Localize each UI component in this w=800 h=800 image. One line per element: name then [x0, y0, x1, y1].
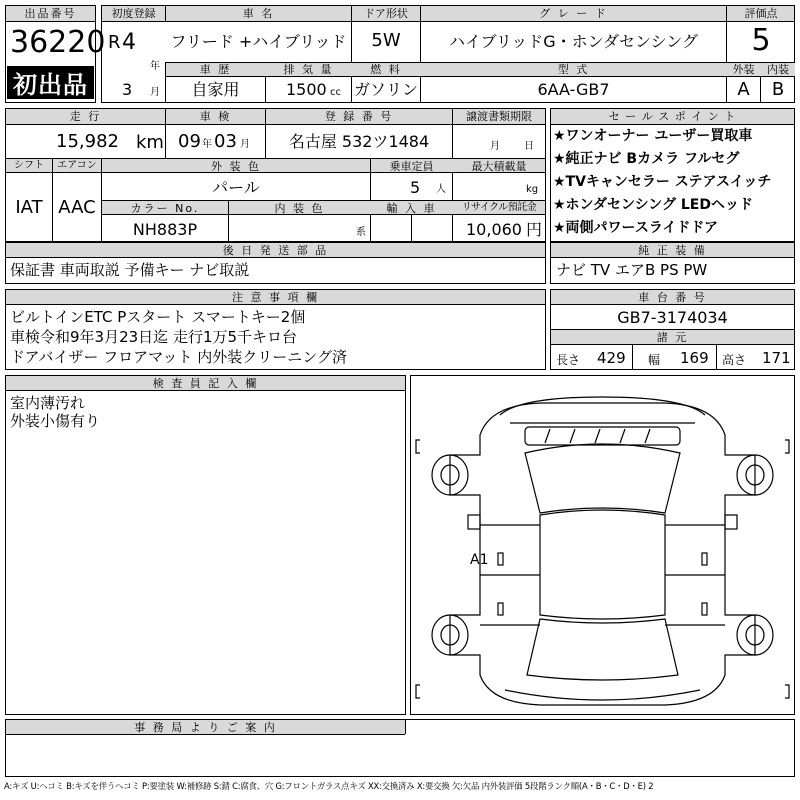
transfer-label: 譲渡書類期限: [466, 110, 532, 123]
exterior-grade: A: [737, 79, 750, 100]
interior-label: 内装: [767, 63, 789, 76]
width: 169: [680, 349, 709, 367]
inspection-month-unit: 月: [240, 139, 250, 150]
inspection-year-unit: 年: [202, 139, 212, 150]
displacement-label: 排 気 量: [283, 63, 334, 76]
fuel: ガソリン: [353, 80, 418, 99]
fuel-label: 燃 料: [370, 63, 402, 76]
door-label: ドア形状: [364, 7, 408, 20]
model-code: 6AA-GB7: [537, 80, 610, 99]
first-reg-label: 初度登録: [111, 7, 156, 20]
lot-label: 出品番号: [24, 7, 77, 20]
note-line-2: 車検令和9年3月23日迄 走行1万5千キロ台: [10, 328, 298, 346]
mileage-label: 走 行: [69, 110, 102, 123]
displacement: 1500: [286, 80, 327, 99]
year-unit: 年: [150, 61, 160, 72]
transfer-day-unit: 日: [524, 141, 534, 152]
era-letter: R: [108, 32, 121, 53]
recycle-label: リサイクル預託金: [461, 202, 537, 213]
inspector-note-2: 外装小傷有り: [10, 412, 101, 430]
height-label: 高さ: [722, 353, 747, 367]
damage-mark-a1: A1: [470, 552, 489, 568]
car-name-label: 車 名: [242, 7, 275, 20]
mileage-unit: km: [136, 132, 164, 153]
selling-point-3: ★TVキャンセラー ステアスイッチ: [553, 174, 772, 190]
exterior-label: 外装: [732, 63, 755, 76]
load-unit: kg: [526, 184, 539, 195]
later-parts-label: 後 日 発 送 部 品: [222, 244, 329, 257]
notes-label: 注 意 事 項 欄: [232, 291, 319, 304]
first-reg-month: 3: [122, 80, 133, 99]
selling-point-5: ★両側パワースライドドア: [553, 220, 719, 236]
chassis: GB7-3174034: [617, 308, 728, 327]
color-label: 外 装 色: [211, 160, 261, 173]
chassis-label: 車 台 番 号: [638, 291, 707, 304]
color-no-label: カラー No.: [130, 202, 200, 215]
month-unit: 月: [150, 87, 160, 98]
car-body-diagram: [410, 375, 795, 715]
inspection-month: 03: [214, 131, 237, 152]
interior-color-label: 内 装 色: [274, 202, 325, 215]
ac: AAC: [58, 197, 96, 218]
selling-point-1: ★ワンオーナー ユーザー買取車: [553, 128, 753, 144]
inspector-note-1: 室内薄汚れ: [10, 394, 86, 412]
note-line-1: ビルトインETC Pスタート スマートキー2個: [10, 308, 306, 326]
transfer-month-unit: 月: [490, 141, 500, 152]
capacity-unit: 人: [436, 184, 446, 195]
mileage: 15,982: [56, 131, 119, 152]
ac-label: エアコン: [57, 160, 97, 171]
history-label: 車 歴: [199, 63, 232, 76]
color-no: NH883P: [132, 220, 198, 239]
inspection-year: 09: [178, 131, 201, 152]
inspector-label: 検 査 員 記 入 欄: [152, 377, 259, 390]
legend: A:キズ U:ヘコミ B:キズを伴うヘコミ P:要塗装 W:補修跡 S:錆 C:腐食、穴 G:フロントガラス点キズ XX:交換済み X:要交換 欠:欠品 内外装評価 5段階ランク順(A・B・C・D・E) 2: [4, 781, 654, 791]
selling-point-2: ★純正ナビ Bカメラ フルセグ: [553, 151, 740, 167]
recycle-fee: 10,060: [466, 220, 522, 239]
inspection-label: 車 検: [199, 110, 232, 123]
capacity: 5: [410, 178, 421, 197]
model-code-label: 型 式: [557, 63, 590, 76]
score: 5: [751, 23, 771, 58]
door: 5W: [371, 30, 401, 51]
note-line-3: ドアバイザー フロアマット 内外装クリーニング済: [10, 348, 347, 366]
interior-grade: B: [771, 79, 785, 100]
history: 自家用: [191, 80, 240, 99]
lot-number: 36220: [10, 25, 106, 60]
color: パール: [212, 178, 260, 197]
load-label: 最大積載量: [471, 160, 527, 173]
car-name: フリード +ハイブリッド: [170, 32, 347, 51]
dimensions-label: 諸 元: [656, 331, 689, 344]
recycle-unit: 円: [526, 220, 543, 239]
plate-label: 登 録 番 号: [324, 110, 394, 123]
plate: 名古屋 532ツ1484: [288, 132, 430, 151]
length-label: 長さ: [556, 353, 581, 367]
shift-label: シフト: [14, 160, 44, 171]
height: 171: [762, 349, 791, 367]
interior-color-suffix: 系: [356, 227, 366, 238]
later-parts: 保証書 車両取説 予備キー ナビ取説: [10, 261, 250, 279]
displacement-unit: cc: [330, 87, 341, 98]
import-label: 輸 入 車: [386, 202, 437, 215]
score-label: 評価点: [744, 7, 778, 20]
selling-point-4: ★ホンダセンシング LEDヘッド: [553, 197, 753, 213]
factory-equipment: ナビ TV エアB PS PW: [556, 261, 708, 279]
office-label: 事 務 局 よ り ご 案 内: [134, 721, 277, 734]
grade-label: グ レ ー ド: [539, 7, 608, 20]
shift: IAT: [15, 197, 43, 218]
first-listing-badge: 初出品: [7, 66, 94, 99]
length: 429: [597, 349, 626, 367]
width-label: 幅: [648, 353, 661, 367]
first-reg-year: 4: [122, 30, 136, 55]
factory-equipment-label: 純 正 装 備: [638, 244, 707, 257]
grade: ハイブリッドG・ホンダセンシング: [449, 32, 698, 51]
vehicle-info-grid: [5, 108, 546, 242]
capacity-label: 乗車定員: [389, 160, 434, 173]
selling-points-label: セ ー ル ス ポ イ ン ト: [608, 110, 737, 123]
